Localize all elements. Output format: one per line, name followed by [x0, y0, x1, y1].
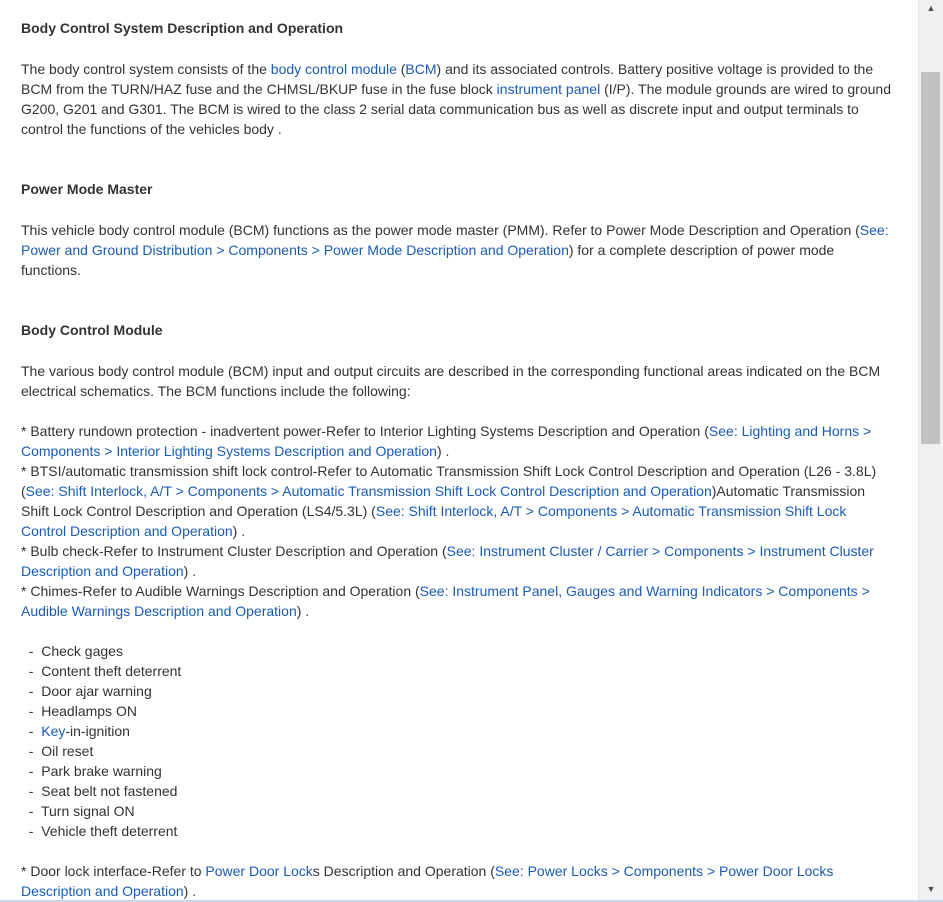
link-body-control-module[interactable]: body control module	[270, 61, 397, 77]
heading-power-mode-master: Power Mode Master	[21, 181, 153, 197]
list-item: Description and Operation) .	[21, 883, 197, 899]
link-instrument-panel-gauges[interactable]: See: Instrument Panel, Gauges and Warning Indicators > Components >	[419, 583, 870, 599]
paragraph-line: Power and Ground Distribution > Components > Power Mode Description and Operation) for a complete description of power mode	[21, 242, 835, 258]
link-power-mode-description[interactable]: Power and Ground Distribution > Components > Power Mode Description and Operation	[21, 242, 569, 258]
paragraph-line: control the functions of the vehicles body .	[21, 121, 282, 137]
sub-list-item: - Content theft deterrent	[21, 663, 182, 679]
list-item: * Chimes-Refer to Audible Warnings Description and Operation (See: Instrument Panel, Gauges and Warning Indicators > Components >	[21, 583, 870, 599]
list-item: (See: Shift Interlock, A/T > Components > Automatic Transmission Shift Lock Control Description and Operation)Automatic Transmission	[21, 483, 866, 499]
heading-body-control-system: Body Control System Description and Operation	[21, 20, 344, 36]
link-shift-lock-control[interactable]: Control Description and Operation	[21, 523, 233, 539]
sub-list-item: - Vehicle theft deterrent	[21, 823, 178, 839]
list-item: * Bulb check-Refer to Instrument Cluster Description and Operation (See: Instrument Cluster / Carrier > Components > Instrument Cluster	[21, 543, 874, 559]
link-audible-warnings[interactable]: Audible Warnings Description and Operation	[21, 603, 297, 619]
sub-list-item: - Seat belt not fastened	[21, 783, 178, 799]
link-see-power-mode[interactable]: See:	[859, 222, 889, 238]
list-item: Components > Interior Lighting Systems Description and Operation) .	[21, 443, 450, 459]
list-item: Control Description and Operation) .	[21, 523, 246, 539]
sub-list-item: - Headlamps ON	[21, 703, 137, 719]
paragraph-line: functions.	[21, 262, 81, 278]
vertical-scrollbar[interactable]	[918, 0, 943, 902]
link-instrument-cluster[interactable]: See: Instrument Cluster / Carrier > Components > Instrument Cluster	[446, 543, 874, 559]
link-power-door-locks-description[interactable]: Description and Operation	[21, 883, 184, 899]
paragraph-line: electrical schematics. The BCM functions include the following:	[21, 383, 411, 399]
list-item: Audible Warnings Description and Operation) .	[21, 603, 310, 619]
paragraph-line: BCM from the TURN/HAZ fuse and the CHMSL/BKUP fuse in the fuse block instrument panel (I/P). The module grounds are wired to ground	[21, 81, 891, 97]
list-item: Shift Lock Control Description and Operation (LS4/5.3L) (See: Shift Interlock, A/T > Components > Automatic Transmission Shift Lock	[21, 503, 847, 519]
list-item: Description and Operation) .	[21, 563, 197, 579]
link-shift-interlock-1[interactable]: See: Shift Interlock, A/T > Components > Automatic Transmission Shift Lock Control Description and Operation	[25, 483, 712, 499]
link-bcm[interactable]: BCM	[405, 61, 437, 77]
link-lighting-and-horns[interactable]: See: Lighting and Horns >	[708, 423, 872, 439]
link-shift-interlock-2[interactable]: See: Shift Interlock, A/T > Components > Automatic Transmission Shift Lock	[375, 503, 847, 519]
link-power-locks[interactable]: See: Power Locks > Components > Power Door Locks	[494, 863, 834, 879]
sub-list-item: - Check gages	[21, 643, 123, 659]
sub-list-item: - Oil reset	[21, 743, 94, 759]
list-item: * BTSI/automatic transmission shift lock control-Refer to Automatic Transmission Shift Lock Control Description and Operation (L26 - 3.8L)	[21, 463, 877, 479]
link-instrument-cluster-description[interactable]: Description and Operation	[21, 563, 184, 579]
paragraph-line: The body control system consists of the body control module (BCM) and its associated controls. Battery positive voltage is provided to the	[21, 61, 874, 77]
sub-list-item: - Key-in-ignition	[21, 723, 130, 739]
link-instrument-panel[interactable]: instrument panel	[496, 81, 601, 97]
link-interior-lighting[interactable]: Components > Interior Lighting Systems Description and Operation	[21, 443, 437, 459]
scroll-thumb[interactable]	[921, 72, 940, 444]
paragraph-line: G200, G201 and G301. The BCM is wired to the class 2 serial data communication bus as well as discrete input and output terminals to	[21, 101, 859, 117]
link-power-door-lock[interactable]: Power Door Lock	[205, 863, 313, 879]
heading-body-control-module: Body Control Module	[21, 322, 163, 338]
document-content	[21, 0, 911, 900]
scroll-up-icon[interactable]: ▲	[926, 3, 936, 13]
sub-list-item: - Turn signal ON	[21, 803, 135, 819]
sub-list-item: - Park brake warning	[21, 763, 162, 779]
scroll-down-icon[interactable]: ▼	[926, 884, 936, 894]
list-item: * Battery rundown protection - inadvertent power-Refer to Interior Lighting Systems Description and Operation (See: Lighting and Horns >	[21, 423, 872, 439]
link-key[interactable]: Key	[41, 723, 66, 739]
paragraph-line: This vehicle body control module (BCM) functions as the power mode master (PMM). Refer to Power Mode Description and Operation (See:	[21, 222, 889, 238]
list-item: * Door lock interface-Refer to Power Door Locks Description and Operation (See: Power Locks > Components > Power Door Locks	[21, 863, 834, 879]
sub-list-item: - Door ajar warning	[21, 683, 152, 699]
paragraph-line: The various body control module (BCM) input and output circuits are described in the corresponding functional areas indicated on the BCM	[21, 363, 881, 379]
